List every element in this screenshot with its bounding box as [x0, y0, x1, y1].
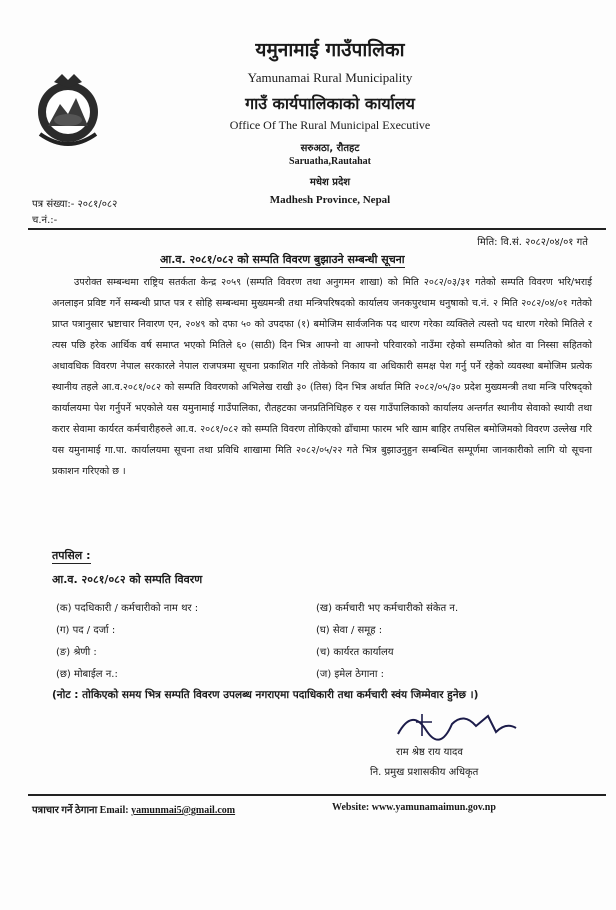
province-english: Madhesh Province, Nepal: [269, 194, 391, 206]
dispatch-number: च.नं.:-: [32, 215, 58, 226]
field-mobile: (छ) मोबाईल न.:: [56, 669, 118, 680]
field-class: (ङ) श्रेणी :: [56, 647, 97, 658]
office-name-nepali: गाउँ कार्यपालिकाको कार्यालय: [245, 94, 415, 113]
field-service-group: (घ) सेवा / समूह :: [316, 625, 383, 636]
nepal-emblem-icon: [34, 68, 102, 152]
fiscal-year-heading: आ.व. २०८१/०८२ को सम्पति विवरण: [52, 573, 203, 586]
footer-email-label: पत्राचार गर्ने ठेगाना Email:: [32, 805, 129, 816]
municipality-name-english: Yamunamai Rural Municipality: [247, 70, 413, 85]
signatory-title: नि. प्रमुख प्रशासकीय अधिकृत: [370, 767, 479, 778]
place-nepali: सरुअठा, रौतहट: [300, 143, 360, 154]
footer-divider: [28, 794, 606, 796]
footer-email: [32, 802, 235, 816]
header-divider: [28, 228, 606, 230]
field-email: (ज) इमेल ठेगाना :: [316, 669, 384, 680]
field-name: (क) पदधिकारी / कर्मचारीको नाम थर :: [56, 603, 199, 614]
field-employee-code: (ख) कर्मचारी भए कर्मचारीको संकेत न.: [316, 603, 459, 614]
field-position: (ग) पद / दर्जा :: [56, 625, 116, 636]
signatory-name: राम श्रेष्ठ राय यादव: [396, 747, 463, 758]
details-heading: तपसिल :: [52, 549, 91, 562]
municipality-name-nepali: यमुनामाई गाउँपालिका: [255, 39, 405, 61]
footer-email-link[interactable]: yamunmai5@gmail.com: [131, 805, 236, 816]
place-english: Saruatha,Rautahat: [289, 156, 371, 167]
body-paragraph: उपरोक्त सम्बन्धमा राष्ट्रिय सतर्कता केन्द्र २०५९ (सम्पति विवरण तथा अनुगमन शाखा) को मिति २०८२/०३/३१ गतेको सम्पति विवरण भरि/भराई अनलाइन प्रविष्ट गर्ने सम्बन्धी प्राप्त पत्र र सोहि सम्बन्धमा मुख्यमन्त्री तथा मन्त्रिपरिषदको कार्यालय जनकपुरधाम धनुषाको च.नं. २ मिति २०८२/०४/०१ गतेको प्राप्त पत्रानुसार भ्रष्टाचार निवारण एन, २०४९ को दफा ५० को उपदफा (१) बमोजिम सार्वजनिक पद धारण गरेका व्यक्तिले त्यस्तो पद धारण गरेको मितिले र त्यस पछि हरेक आर्थिक वर्ष समाप्त भएको मितिले ६० (साठी) दिन भित्र आफ्नो वा आफ्नो परिवारको नाउँमा रहेको सम्पतिको श्रोत वा निस्सा सहितको अधावधिक विवरण नेपाल सरकारले नेपाल राजपत्रमा सूचना प्रकाशित गरि तोकेको निकाय वा अधिकारी समक्ष पेश गर्नु पर्ने रहेको व्यवस्था बमोजिम प्रत्येक स्थानीय तहले आ.व.२०८१/०८२ को सम्पति विवरणको अभिलेख राखी ३० (तिस) दिन भित्र अर्थात मिति २०८२/०५/३० प्रदेश मुख्यमन्त्री तथा मन्त्रि परिषद्को कार्यालयमा पेश गर्नुपर्ने भएकोले यस यमुनामाई गाउँपालिका, रौतहटका जनप्रतिनिधिहरु र यस गाउँपालिकाको कार्यालय अन्तर्गत स्थानीय सेवाको स्थायी तथा करार सेवामा कार्यरत कर्मचारीहरुले आ.व. २०८१/०८२ को सम्पति विवरण तोकिएको ढाँचामा फारम भरि खाम बाहिर तपसिल बमोजिमको विवरण उल्लेख गरि यस यमुनामाई गा.पा. कार्यालयमा सूचना तथा प्रविधि शाखामा मिति २०८२/०५/२२ गते भित्र बुझाउनुहुन सम्बन्धित सम्पूर्णमा जानकारीको लागि यो सूचना प्रकाशन गरिएको छ ।: [52, 277, 592, 477]
letter-number: पत्र संख्या:- २०८१/०८२: [32, 199, 118, 210]
letter-date: मिति: वि.सं. २०८२/०४/०१ गते: [477, 237, 588, 248]
footer-website[interactable]: Website: www.yamunamaimun.gov.np: [332, 802, 496, 813]
field-working-office: (च) कार्यरत कार्यालय: [316, 647, 394, 658]
body-text: [52, 272, 592, 482]
subject-line: आ.व. २०८१/०८२ को सम्पति विवरण बुझाउने सम्बन्धी सूचना: [160, 253, 405, 266]
province-nepali: मधेश प्रदेश: [309, 177, 351, 188]
signature-mark: [392, 702, 522, 742]
note-text: (नोट : तोकिएको समय भित्र सम्पति विवरण उपलब्ध नगराएमा पदाधिकारी तथा कर्मचारी स्वंय जिम्मेवार हुनेछ ।): [52, 689, 479, 701]
office-name-english: Office Of The Rural Municipal Executive: [229, 118, 431, 132]
